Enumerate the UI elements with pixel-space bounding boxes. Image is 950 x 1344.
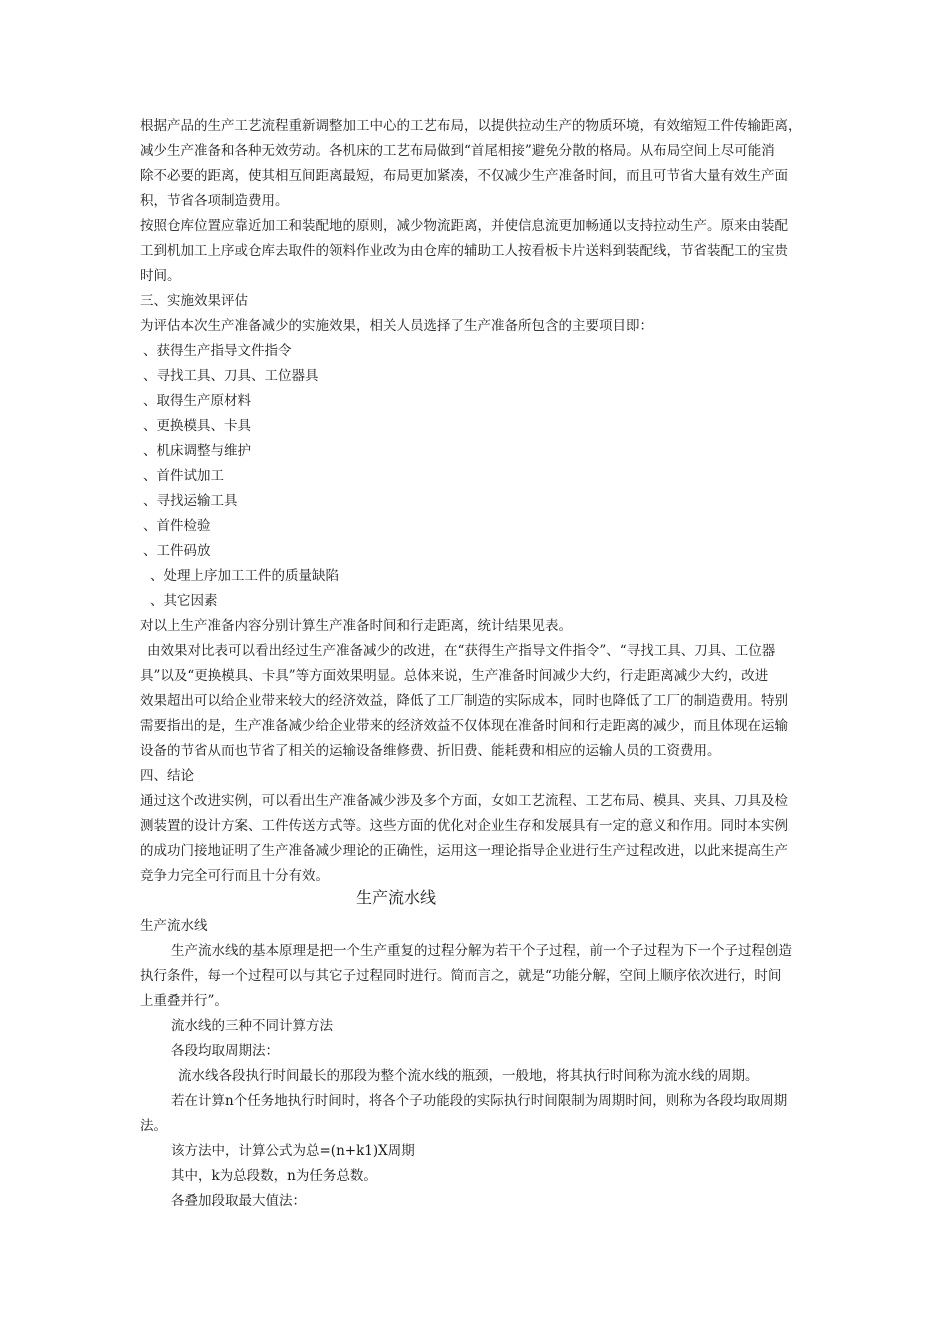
paragraph-period-line: 若在计算n个任务地执行时间时，将各个子功能段的实际执行时间限制为周期时间，则称为各段均取周期 — [171, 1093, 788, 1109]
paragraph-principle-line: 执行条件，每一个过程可以与其它子过程同时进行。简而言之，就是“功能分解，空间上顺序依次进行，时间 — [140, 968, 782, 984]
document-title: 生产流水线 — [356, 888, 437, 907]
paragraph-layout-line: 除不必要的距离，使其相互间距离最短，布局更加紧凑，不仅减少生产准备时间，而且可节省大量有效生产面 — [140, 168, 788, 184]
paragraph-conclusion-line: 的成功门接地证明了生产准备减少理论的正确性，运用这一理论指导企业进行生产过程改进，以此来提高生产 — [140, 843, 788, 859]
list-item: 、首件检验 — [143, 518, 211, 534]
paragraph-layout-line: 减少生产准备和各种无效劳动。各机床的工艺布局做到“首尾相接”避免分散的格局。从布局空间上尽可能消 — [140, 143, 775, 159]
list-item: 、取得生产原材料 — [143, 393, 251, 409]
paragraph-warehouse-line: 按照仓库位置应靠近加工和装配地的原则，减少物流距离，并使信息流更加畅通以支持拉动生产。原来由装配 — [140, 218, 788, 234]
list-item: 、更换模具、卡具 — [143, 418, 251, 434]
list-item: 、寻找运输工具 — [143, 493, 238, 509]
paragraph-conclusion-line: 测装置的设计方案、工件传送方式等。这些方面的优化对企业生存和发展具有一定的意义和作用。同时本实例 — [140, 818, 788, 834]
line-bottleneck: 流水线各段执行时间最长的那段为整个流水线的瓶颈，一般地，将其执行时间称为流水线的周期。 — [178, 1068, 759, 1084]
list-item: 、机床调整与维护 — [143, 443, 251, 459]
paragraph-evaluation-intro: 为评估本次生产准备减少的实施效果，相关人员选择了生产准备所包含的主要项目即： — [140, 318, 653, 334]
paragraph-effect-line: 效果超出可以给企业带来较大的经济效益，降低了工厂制造的实际成本，同时也降低了工厂的制造费用。特别 — [140, 693, 788, 709]
paragraph-conclusion-line: 通过这个改进实例，可以看出生产准备减少涉及多个方面，女如工艺流程、工艺布局、模具、夹具、刀具及检 — [140, 793, 788, 809]
line-average-period: 各段均取周期法： — [171, 1043, 279, 1059]
section-heading-4: 四、结论 — [140, 768, 194, 784]
paragraph-effect-line: 设备的节省从而也节省了相关的运输设备维修费、折旧费、能耗费和相应的运输人员的工资费用。 — [140, 743, 721, 759]
line-formula: 该方法中，计算公式为总=(n+k1)X周期 — [171, 1143, 415, 1159]
line-three-methods: 流水线的三种不同计算方法 — [171, 1018, 333, 1034]
paragraph-layout-line: 根据产品的生产工艺流程重新调整加工中心的工艺布局，以提供拉动生产的物质环境，有效缩短工件传输距离， — [140, 118, 802, 134]
list-item: 、工件码放 — [143, 543, 211, 559]
list-item: 、获得生产指导文件指令 — [143, 343, 292, 359]
line-variables: 其中，k为总段数，n为任务总数。 — [171, 1168, 377, 1184]
paragraph-period-line: 法。 — [140, 1118, 167, 1134]
list-item: 、首件试加工 — [143, 468, 224, 484]
paragraph-warehouse-line: 工到机加工上序或仓库去取件的领料作业改为由仓库的辅助工人按看板卡片送料到装配线，节省装配工的宝贵 — [140, 243, 788, 259]
paragraph-warehouse-line: 时间。 — [140, 268, 181, 284]
paragraph-effect-line: 由效果对比表可以看出经过生产准备减少的改进，在“获得生产指导文件指令”、“寻找工具、刀具、工位器 — [147, 643, 776, 659]
list-item: 、处理上序加工工件的质量缺陷 — [150, 568, 339, 584]
paragraph-layout-line: 积，节省各项制造费用。 — [140, 193, 289, 209]
list-item: 、寻找工具、刀具、工位器具 — [143, 368, 319, 384]
paragraph-effect-line: 具”以及“更换模具、卡具”等方面效果明显。总体来说，生产准备时间减少大约，行走距离减少大约，改进 — [140, 668, 769, 684]
paragraph-principle-line: 上重叠并行”。 — [140, 993, 228, 1009]
paragraph-statistics: 对以上生产准备内容分别计算生产准备时间和行走距离，统计结果见表。 — [140, 618, 572, 634]
subtitle: 生产流水线 — [140, 918, 208, 934]
paragraph-conclusion-line: 竞争力完全可行而且十分有效。 — [140, 868, 329, 884]
paragraph-effect-line: 需要指出的是，生产准备减少给企业带来的经济效益不仅体现在准备时间和行走距离的减少，而且体现在运输 — [140, 718, 788, 734]
line-max-method: 各叠加段取最大值法： — [171, 1193, 306, 1209]
list-item: 、其它因素 — [150, 593, 218, 609]
paragraph-principle-line: 生产流水线的基本原理是把一个生产重复的过程分解为若干个子过程，前一个子过程为下一个子过程创造 — [171, 943, 792, 959]
section-heading-3: 三、实施效果评估 — [140, 293, 248, 309]
